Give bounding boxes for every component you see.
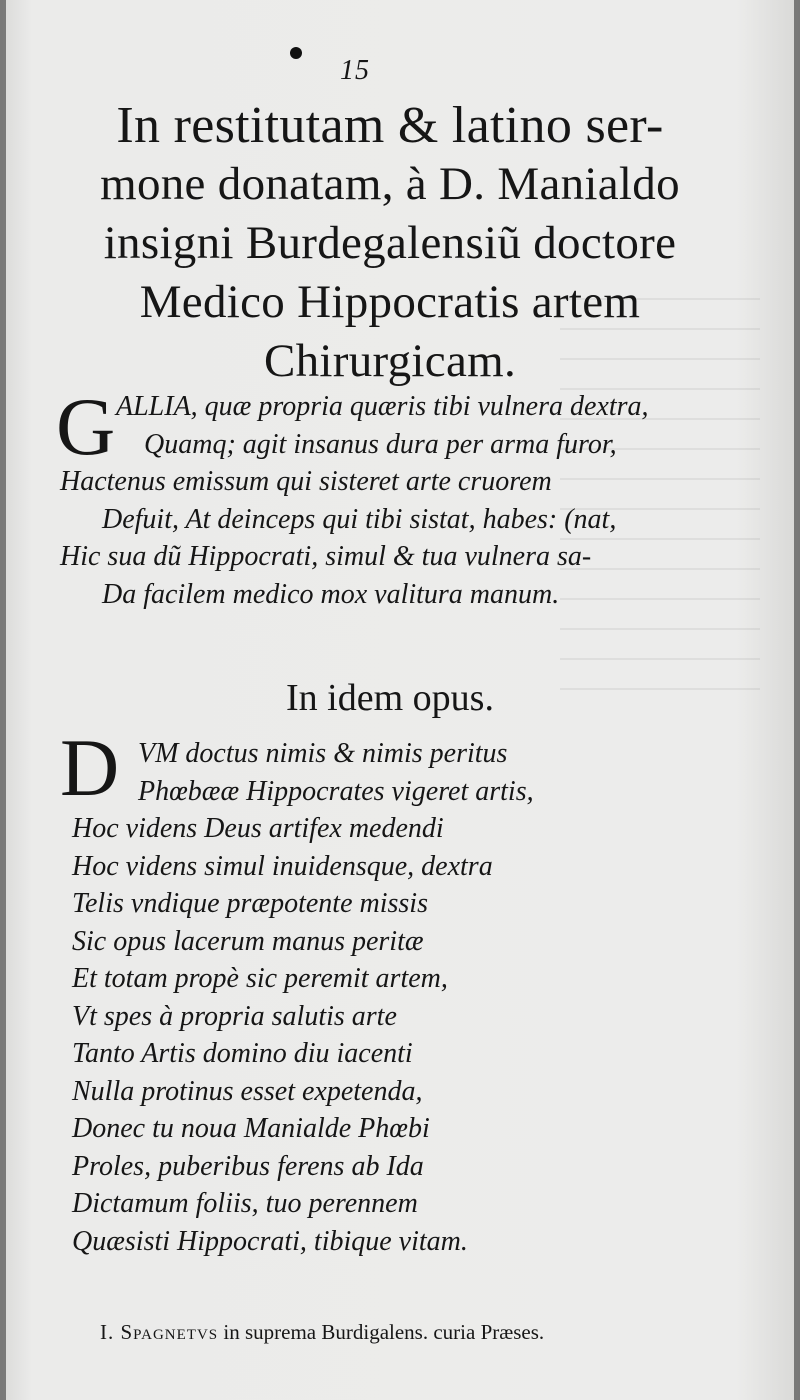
drop-capital: D <box>60 722 120 813</box>
drop-capital: G <box>56 381 116 472</box>
first-epigram <box>56 381 740 613</box>
dedication-heading <box>40 96 740 391</box>
verse-line: Phœbææ Hippocrates vigeret artis, <box>138 775 534 807</box>
heading-line: mone donatam, à D. Manialdo <box>100 158 680 210</box>
verse-line: Quæsisti Hippocrati, tibique vitam. <box>72 1225 468 1257</box>
section-title: In idem opus. <box>286 677 494 719</box>
verse-line: Hoc videns Deus artifex medendi <box>72 813 444 844</box>
verse-line: Hic sua dũ Hippocrati, simul & tua vulnera sa- <box>60 541 592 572</box>
verse-line: Dictamum foliis, tuo perennem <box>72 1188 418 1219</box>
verse-line: VM doctus nimis & nimis peritus <box>138 738 508 769</box>
signatory-title: in suprema Burdigalens. curia Præses. <box>218 1320 545 1344</box>
verse-line: ALLIA, quæ propria quæris tibi vulnera dextra, <box>116 391 649 422</box>
page-number: 15 <box>340 55 370 86</box>
verse-line: Proles, puberibus ferens ab Ida <box>72 1150 424 1182</box>
verse-line: Nulla protinus esset expetenda, <box>72 1075 423 1107</box>
verse-line: Donec tu noua Manialde Phœbi <box>72 1113 430 1144</box>
verse-line: Sic opus lacerum manus peritæ <box>72 925 424 957</box>
heading-line: Chirurgicam. <box>263 335 517 387</box>
verse-line: Hactenus emissum qui sisteret arte cruorem <box>60 466 552 497</box>
signatory-name: I. Spagnetvs <box>100 1320 219 1344</box>
verse-line: Telis vndique præpotente missis <box>72 888 428 919</box>
second-epigram <box>60 722 740 1260</box>
signature-line <box>100 1320 544 1345</box>
verse-line: Tanto Artis domino diu iacenti <box>72 1038 413 1069</box>
verse-line: Defuit, At deinceps qui tibi sistat, habes: (nat, <box>102 503 617 535</box>
verse-line: Quamq; agit insanus dura per arma furor, <box>144 428 617 460</box>
verse-line: Vt spes à propria salutis arte <box>72 1000 397 1032</box>
heading-line: Medico Hippocratis artem <box>139 276 641 328</box>
verse-line: Et totam propè sic peremit artem, <box>72 963 448 994</box>
verse-line: Hoc videns simul inuidensque, dextra <box>72 850 493 882</box>
verse-line: Da facilem medico mox valitura manum. <box>102 578 560 610</box>
page-edge-right <box>794 0 800 1400</box>
ink-blot <box>290 47 302 59</box>
heading-line: In restitutam & latino ser- <box>116 97 664 154</box>
heading-line: insigni Burdegalensiũ doctore <box>103 217 677 269</box>
